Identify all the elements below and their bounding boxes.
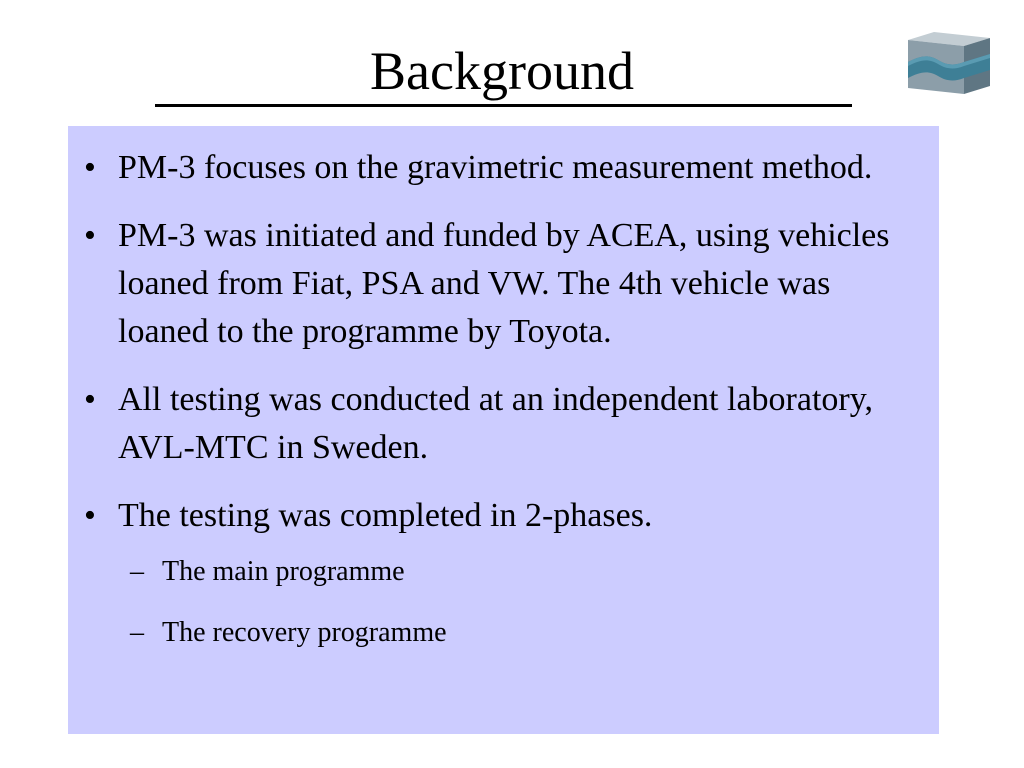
bullet-marker: • bbox=[84, 381, 96, 418]
sub-bullet-marker: – bbox=[130, 556, 144, 587]
sub-bullet-text: The recovery programme bbox=[162, 617, 447, 648]
content-panel bbox=[68, 126, 939, 734]
bullet-text: The testing was completed in 2-phases. bbox=[118, 497, 653, 534]
bullet-text: PM-3 was initiated and funded by ACEA, using vehicles loaned from Fiat, PSA and VW. The 4th vehicle was loaned to the programme by Toyota. bbox=[118, 217, 890, 350]
bullet-text: All testing was conducted at an independent laboratory, AVL-MTC in Sweden. bbox=[118, 381, 874, 466]
bullet-item bbox=[68, 212, 939, 356]
slide-title: Background bbox=[370, 41, 634, 101]
bullet-item bbox=[68, 376, 939, 472]
company-logo-icon bbox=[906, 32, 990, 100]
bullet-item bbox=[68, 492, 939, 540]
sub-bullet-marker: – bbox=[130, 617, 144, 648]
bullet-marker: • bbox=[84, 149, 96, 186]
sub-bullet-item bbox=[68, 552, 939, 592]
bullet-marker: • bbox=[84, 497, 96, 534]
bullet-text: PM-3 focuses on the gravimetric measurement method. bbox=[118, 149, 873, 186]
title-underline bbox=[155, 104, 852, 107]
sub-bullet-item bbox=[68, 613, 939, 653]
sub-bullet-text: The main programme bbox=[162, 556, 405, 587]
bullet-marker: • bbox=[84, 217, 96, 254]
bullet-list bbox=[68, 144, 939, 674]
bullet-item bbox=[68, 144, 939, 192]
